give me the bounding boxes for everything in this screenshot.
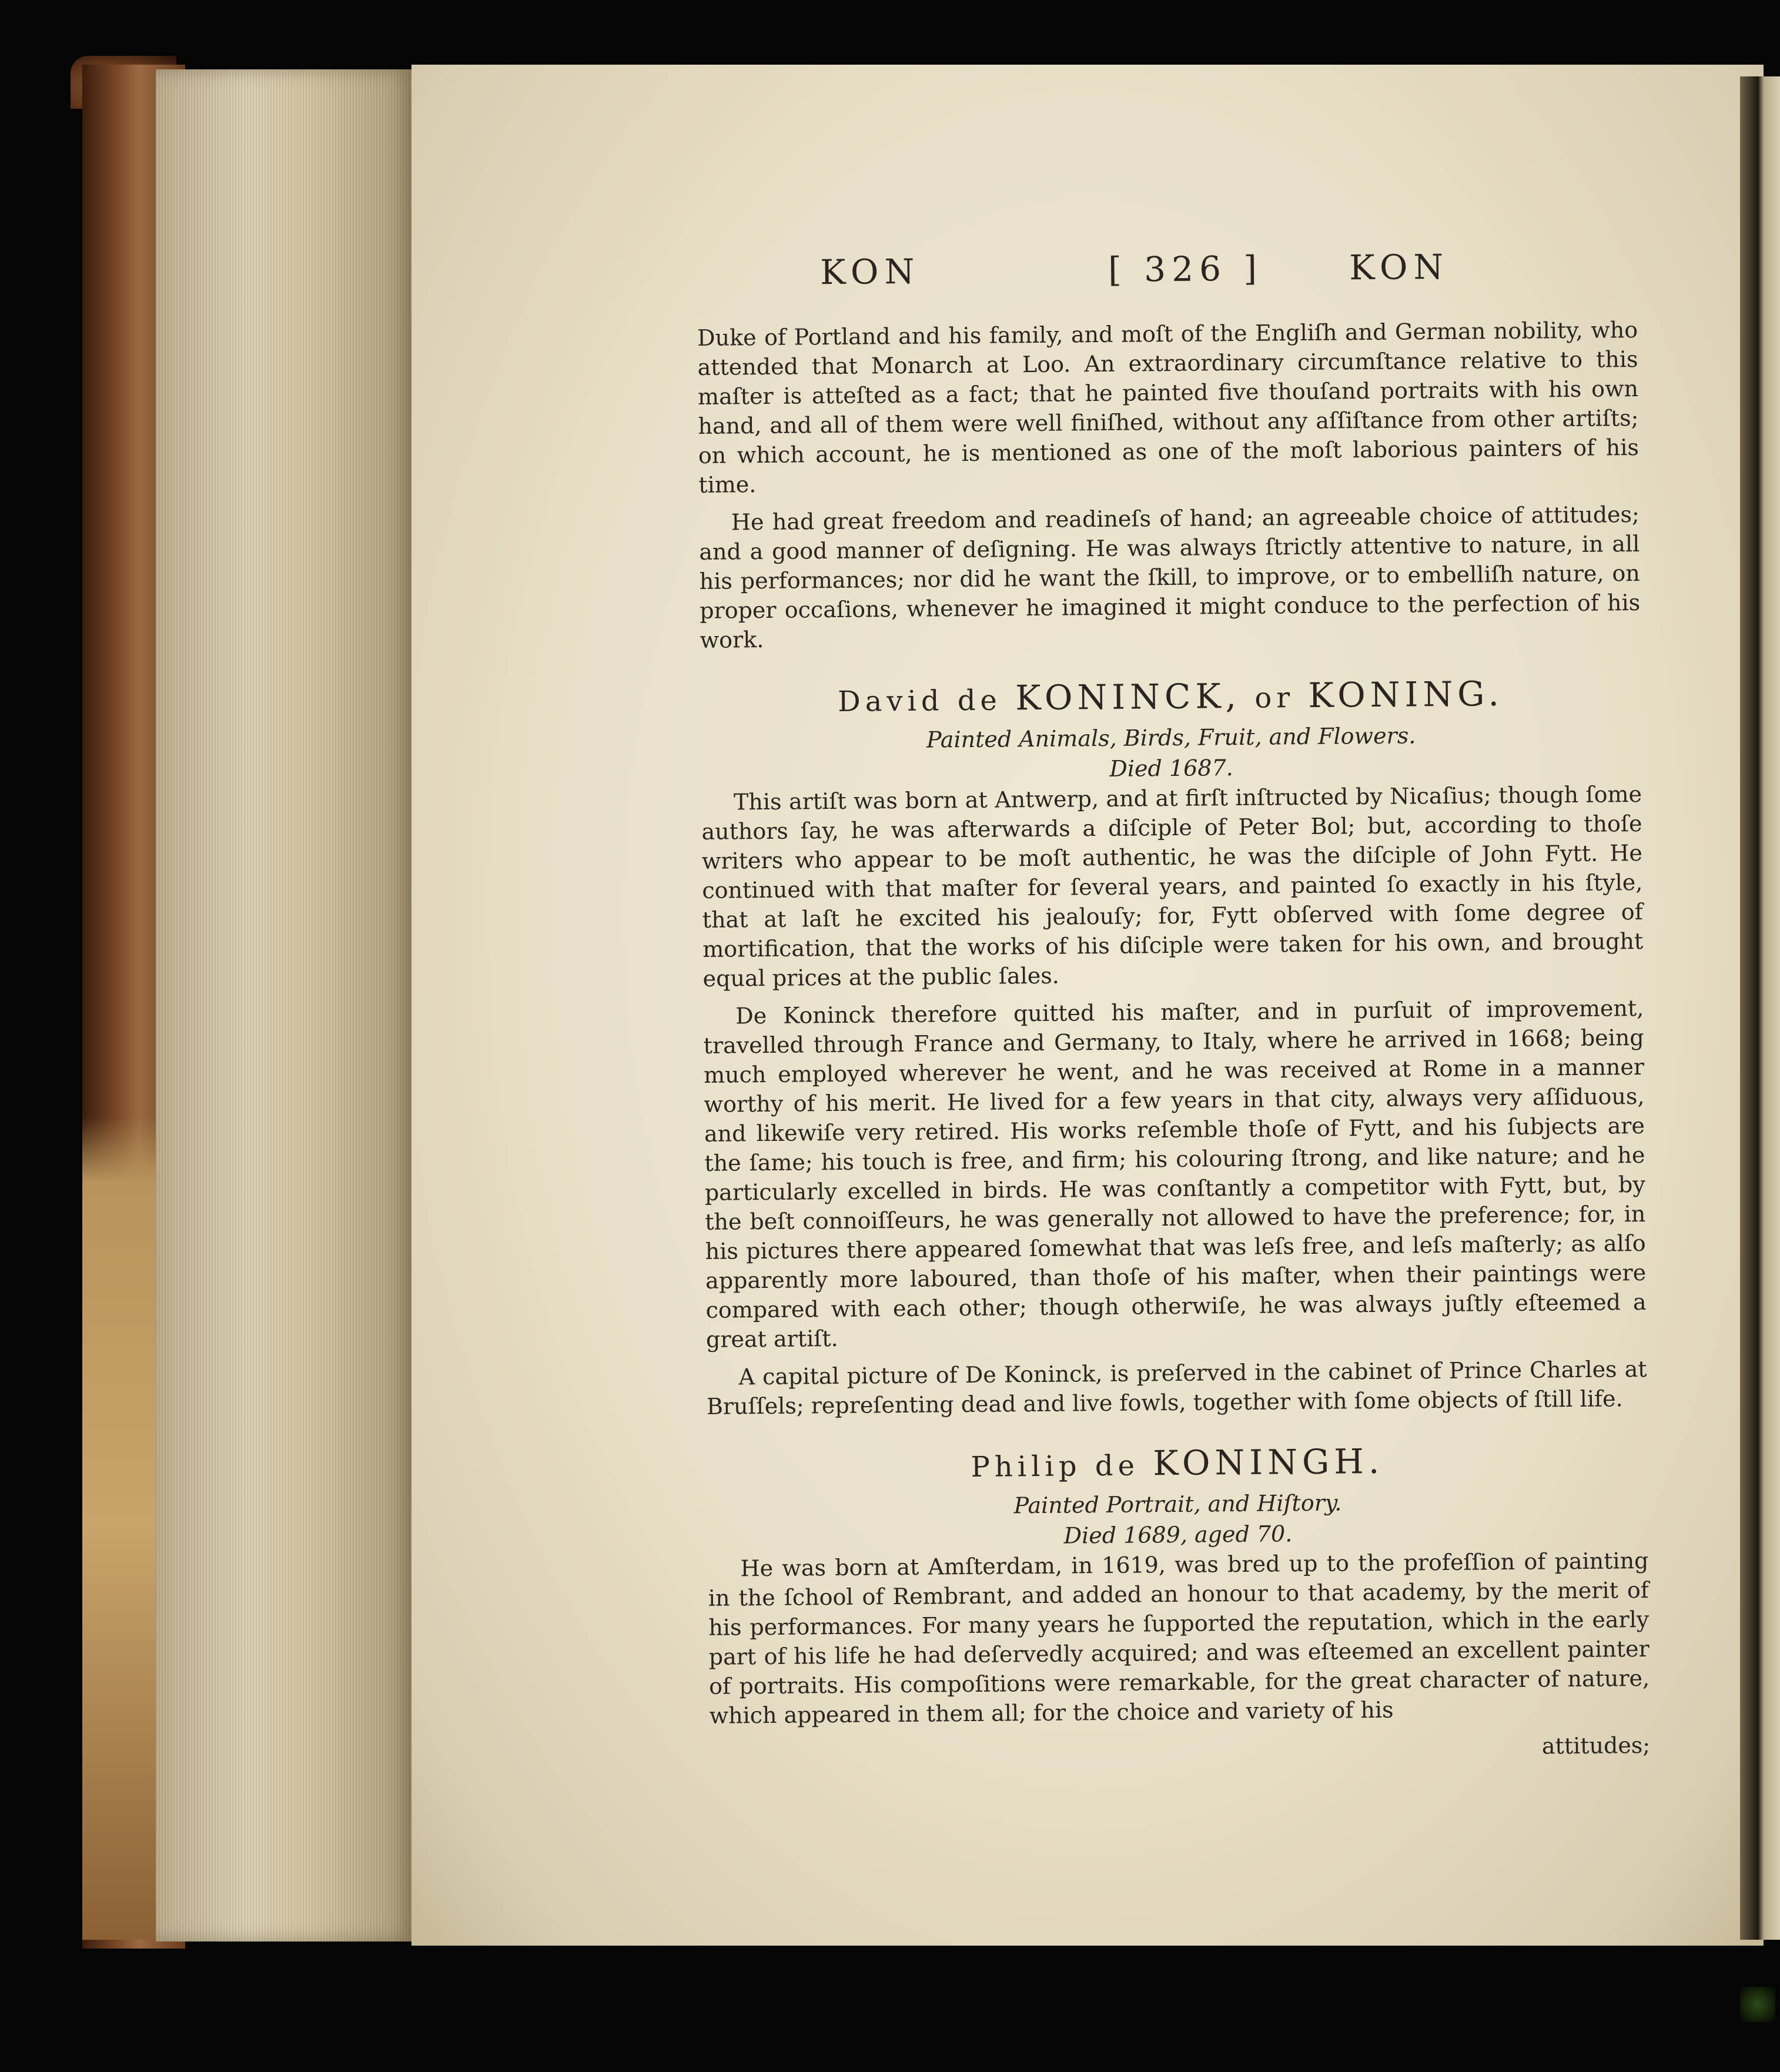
paragraph: A capital picture of De Koninck, is preſerved in the cabinet of Prince Charles at Bruſſels; repreſenting dead and live fowls, together with ſome objects of ſtill life.: [706, 1355, 1647, 1420]
entry-died: Died 1689, aged 70.: [1063, 1521, 1293, 1549]
page-gutter: [1740, 76, 1780, 1940]
paragraph: This artiſt was born at Antwerp, and at firſt inſtructed by Nicaſius; though ſome authors ſay, he was afterwards a diſciple of Peter Bol; but, according to thoſe writers who appear to be moſt authentic, he was the diſciple of John Fytt. He continued with that maſter for ſeveral years, and painted ſo exactly in his ſtyle, that at laſt he excited his jealouſy; for, Fytt obſerved with ſome degree of mortification, that the works of his diſciple were taken for his own, and brought equal prices at the public ſales.: [701, 781, 1644, 992]
entry-title-name: KONINCK,: [1015, 675, 1242, 718]
paragraph: He was born at Amſterdam, in 1619, was bred up to the profeſſion of painting in the ſchool of Rembrant, and added an honour to that academy, by the merit of his performances. For many years he ſupported the reputation, which in the early part of his life he had deſervedly acquired; and was eſteemed an excellent painter of portraits. His compoſitions were remarkable, for the great character of nature, which appeared in them all; for the choice and variety of his: [708, 1547, 1650, 1729]
page-stain: [1740, 1987, 1775, 2022]
entry-title-alt: KONING.: [1308, 674, 1504, 715]
paragraph: He had great freedom and readineſs of hand; an agreeable choice of attitudes; and a good manner of deſigning. He was always ſtrictly attentive to nature, in all his performances; nor did he want the ſkill, to improve, or to embelliſh nature, on proper occaſions, whenever he imagined it might conduce to the perfection of his work.: [699, 501, 1641, 653]
catchword: attitudes;: [1541, 1732, 1651, 1759]
entry-title-prefix: David de: [838, 684, 1002, 718]
entry-subtitle: Painted Portrait, and Hiſtory.: [1013, 1489, 1342, 1519]
page-number: [ 326 ]: [1108, 248, 1263, 290]
page-text: [697, 246, 1651, 1768]
running-head-left: KON: [819, 251, 921, 293]
paragraph: De Koninck therefore quitted his maſter, and in purſuit of improvement, travelled through France and Germany, to Italy, where he arrived in 1668; being much employed wherever he went, and he was received at Rome in a manner worthy of his merit. He lived for a few years in that city, always very aſſiduous, and likewiſe very retired. His works reſemble thoſe of Fytt, and his ſubjects are the ſame; his touch is free, and firm; his colouring ſtrong, and like nature; and he particularly excelled in birds. He was conſtantly a competitor with Fytt, but, by the beſt connoiſſeurs, he was generally not allowed to have the preference; for, in his pictures there appeared ſomewhat that was leſs free, and leſs maſterly; as alſo apparently more laboured, than thoſe of his maſter, when their paintings were compared with each other; though otherwiſe, he was always juſtly eſteemed a great artiſt.: [703, 995, 1647, 1353]
running-head-right: KON: [1349, 246, 1450, 288]
entry-title-or: or: [1254, 681, 1295, 715]
paragraph: Duke of Portland and his family, and moſt of the Engliſh and German nobility, who attended that Monarch at Loo. An extraordinary circumſtance relative to this maſter is atteſted as a fact; that he painted five thouſand portraits with his own hand, and all of them were well finiſhed, without any aſſiſtance from other artiſts; on which account, he is mentioned as one of the moſt laborious painters of his time.: [697, 317, 1640, 498]
page-edges: [156, 69, 414, 1942]
entry-title: [707, 1441, 1648, 1487]
running-head: [697, 246, 1638, 312]
entry-title-name: KONINGH.: [1152, 1441, 1384, 1484]
entry-subtitle: Painted Animals, Birds, Fruit, and Flowers.: [926, 722, 1416, 753]
entry-title: [700, 675, 1641, 721]
entry-title-prefix: Philip de: [971, 1449, 1140, 1484]
entry-died: Died 1687.: [1109, 755, 1233, 782]
